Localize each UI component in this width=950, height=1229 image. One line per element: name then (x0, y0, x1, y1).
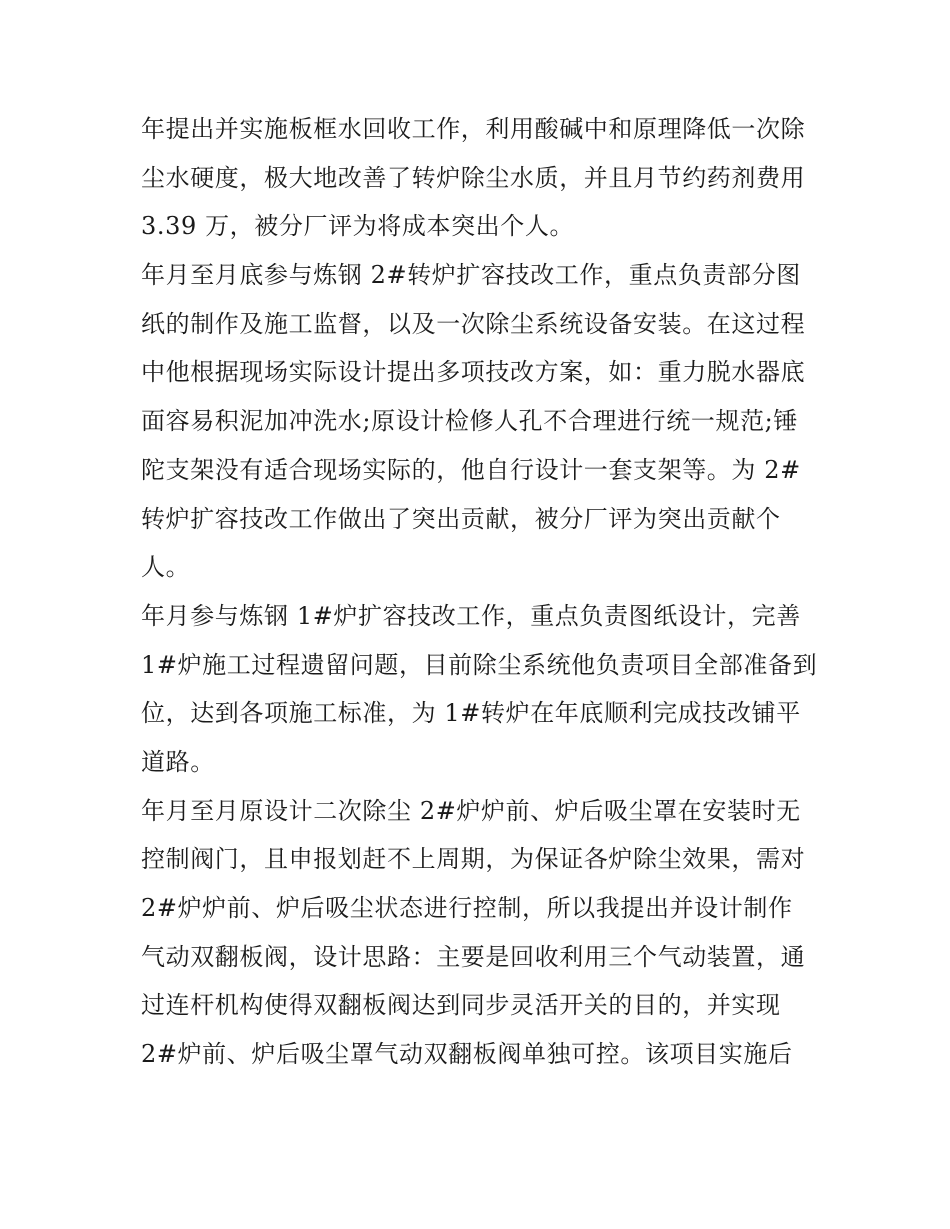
text-line: 控制阀门，且申报划赶不上周期，为保证各炉除尘效果，需对 (141, 845, 806, 874)
text-line: 年提出并实施板框水回收工作，利用酸碱中和原理降低一次除 (141, 115, 806, 143)
text-line: 道路。 (141, 747, 215, 776)
text-line: 2#炉炉前、炉后吸尘状态进行控制，所以我提出并设计制作 (141, 894, 793, 922)
text-line: 1#炉施工过程遗留问题，目前除尘系统他负责项目全部准备到 (141, 650, 818, 679)
text-line: 气动双翻板阀，设计思路：主要是回收利用三个气动装置，通 (141, 942, 806, 971)
text-line: 中他根据现场实际设计提出多项技改方案，如：重力脱水器底 (141, 358, 806, 387)
text-line: 位，达到各项施工标准，为 1#转炉在年底顺利完成技改铺平 (141, 699, 801, 728)
text-line: 2#炉前、炉后吸尘罩气动双翻板阀单独可控。该项目实施后 (141, 1040, 793, 1069)
text-line: 3.39 万，被分厂评为将成本突出个人。 (141, 212, 575, 241)
text-line: 陀支架没有适合现场实际的，他自行设计一套支架等。为 2# (141, 455, 801, 484)
text-line: 年月至月底参与炼钢 2#转炉扩容技改工作，重点负责部分图 (141, 261, 801, 290)
paragraph (141, 251, 821, 592)
text-line: 人。 (141, 553, 191, 582)
text-line: 年月至月原设计二次除尘 2#炉炉前、炉后吸尘罩在安装时无 (141, 796, 801, 825)
text-line: 过连杆机构使得双翻板阀达到同步灵活开关的目的，并实现 (141, 991, 781, 1020)
text-line: 转炉扩容技改工作做出了突出贡献，被分厂评为突出贡献个 (141, 504, 781, 533)
text-line: 纸的制作及施工监督，以及一次除尘系统设备安装。在这过程 (141, 309, 806, 338)
document-body (141, 105, 821, 1079)
text-line: 尘水硬度，极大地改善了转炉除尘水质，并且月节约药剂费用 (141, 163, 806, 192)
paragraph (141, 105, 821, 251)
paragraph (141, 592, 821, 787)
text-line: 面容易积泥加冲洗水;原设计检修人孔不合理进行统一规范;锤 (141, 407, 798, 436)
paragraph (141, 787, 821, 1079)
text-line: 年月参与炼钢 1#炉扩容技改工作，重点负责图纸设计，完善 (141, 601, 801, 630)
